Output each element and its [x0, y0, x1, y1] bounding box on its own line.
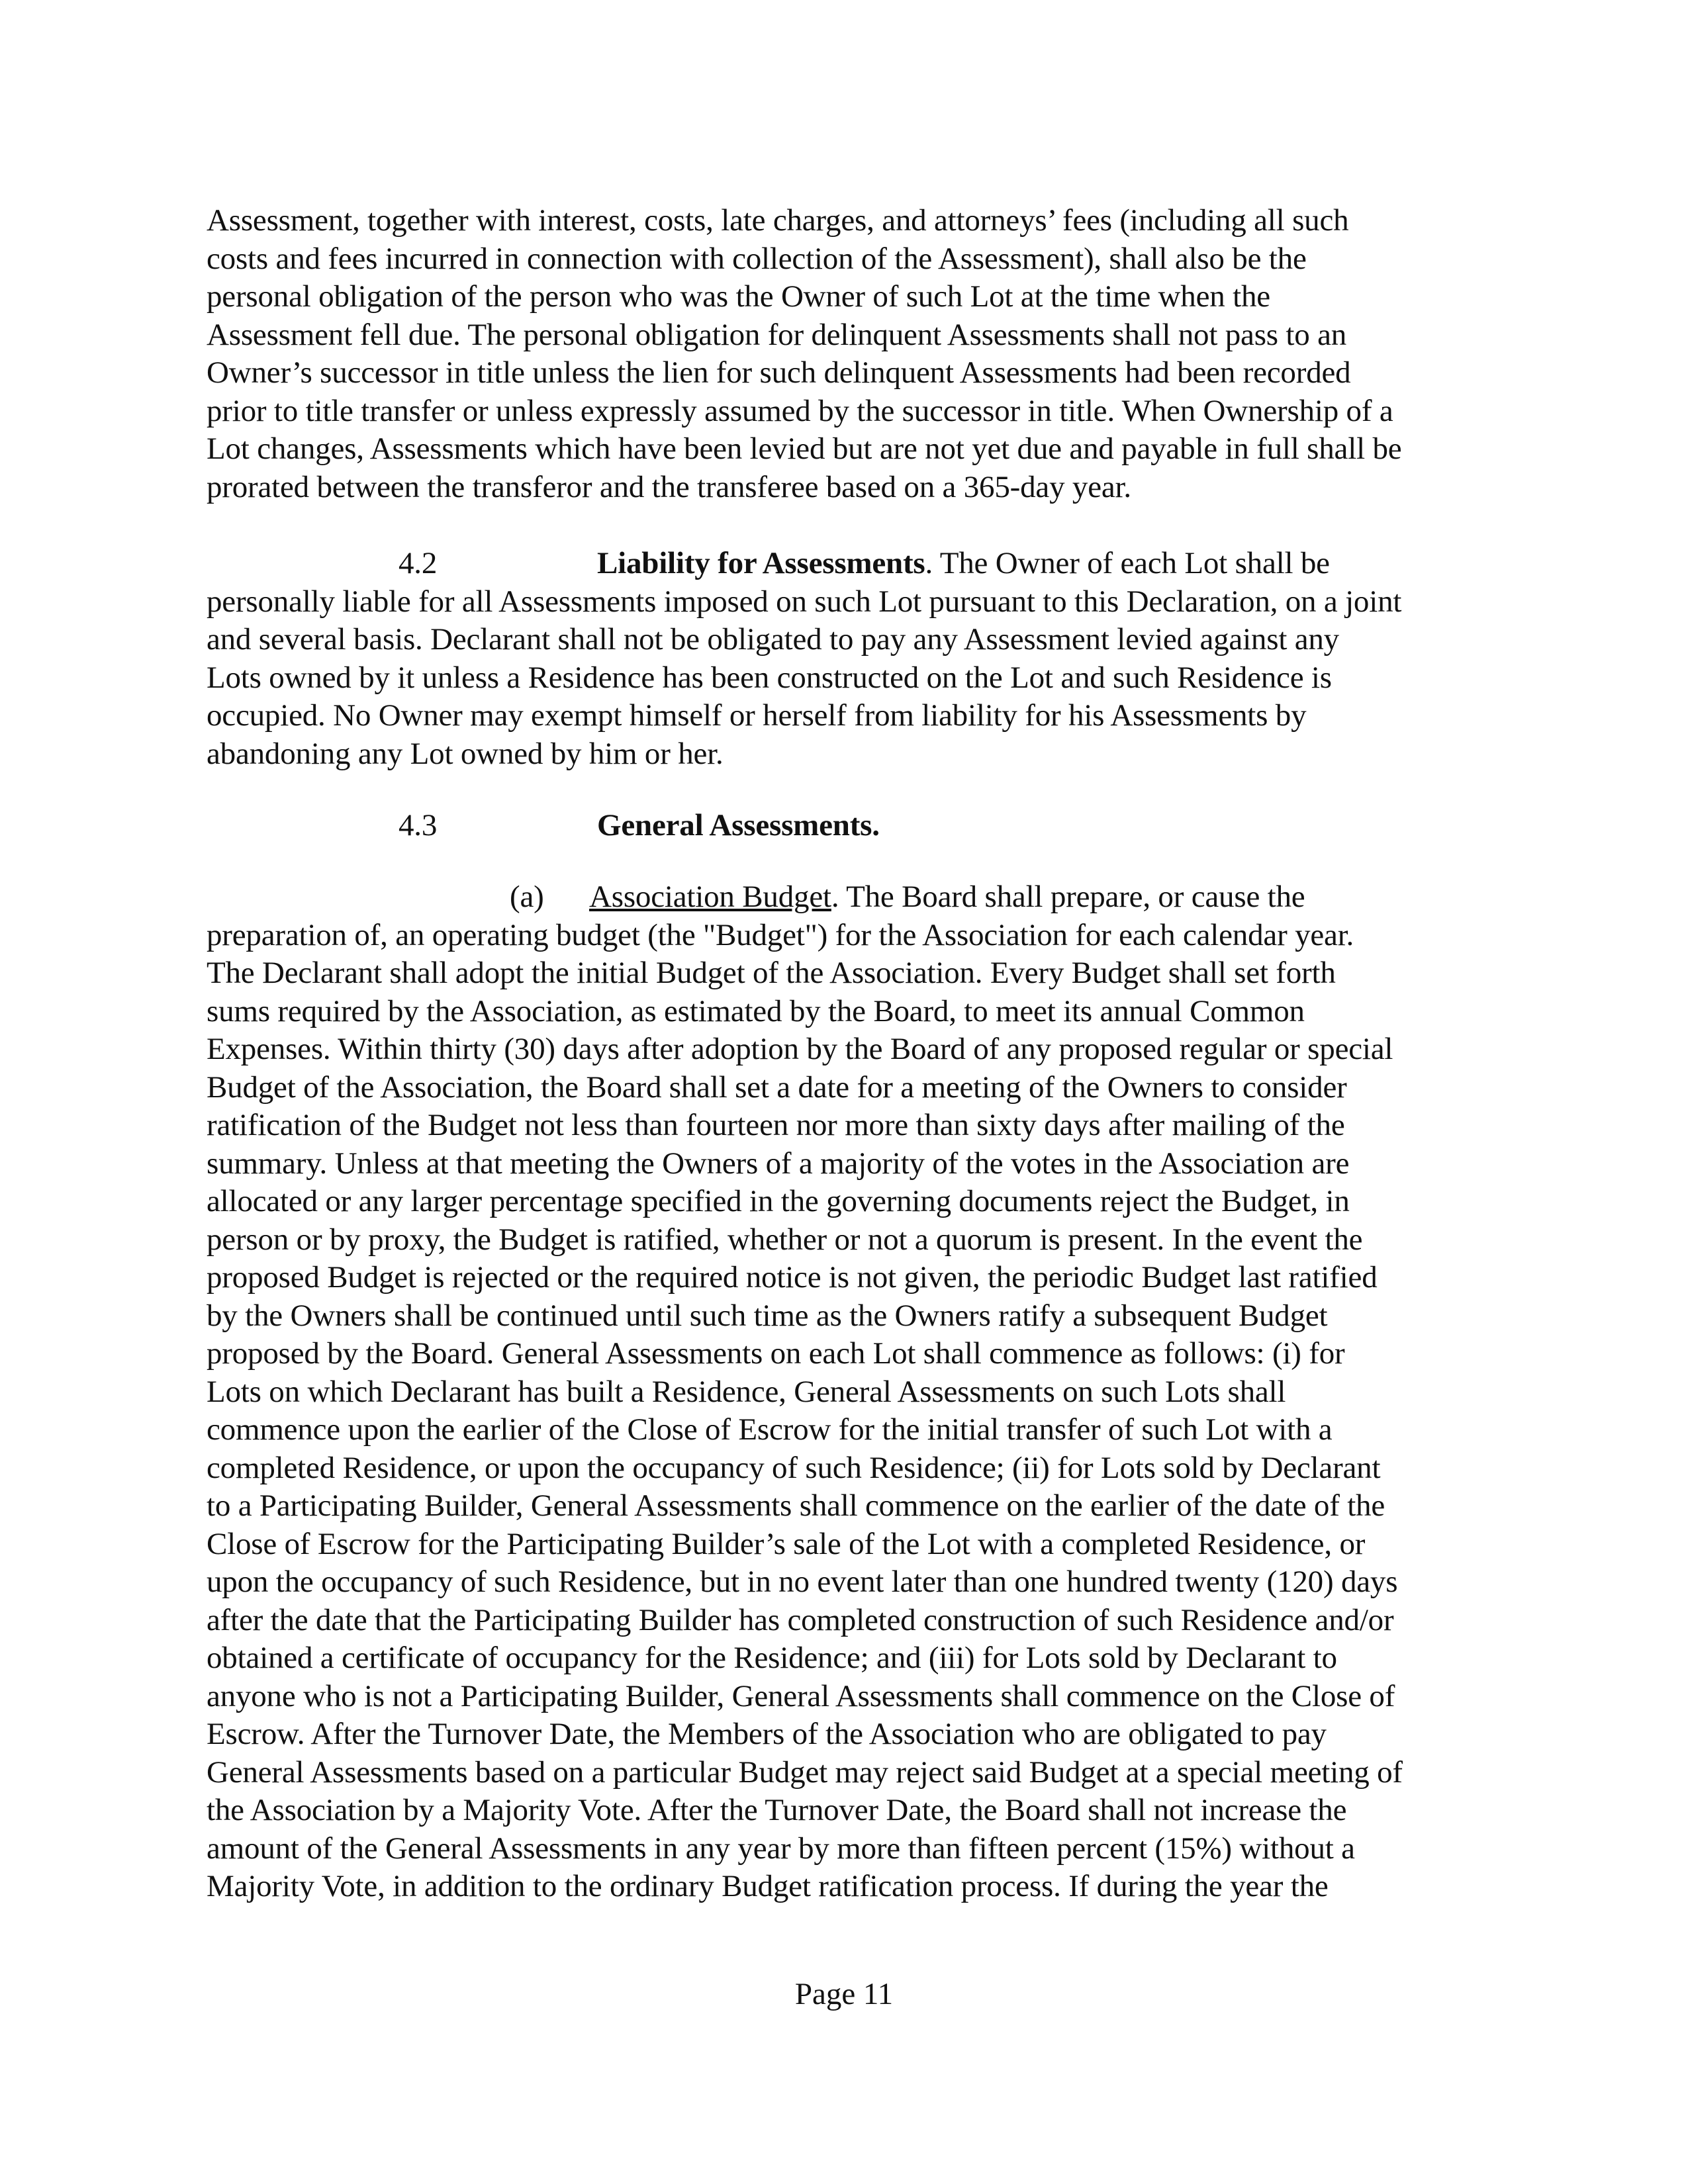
body-line: Owner’s successor in title unless the lien for such delinquent Assessments had been recorded: [207, 355, 1351, 390]
section-heading-line: [207, 807, 1497, 845]
body-line: costs and fees incurred in connection with collection of the Assessment), shall also be the: [207, 241, 1307, 276]
body-line: proposed Budget is rejected or the required notice is not given, the periodic Budget last ratified: [207, 1260, 1378, 1295]
section-heading-line: [207, 545, 1497, 583]
body-line: prior to title transfer or unless expressly assumed by the successor in title. When Ownership of a: [207, 393, 1393, 428]
body-line: after the date that the Participating Builder has completed construction of such Residence and/or: [207, 1602, 1394, 1637]
subsection-label: (a): [510, 880, 544, 914]
body-line: to a Participating Builder, General Assessments shall commence on the earlier of the date of the: [207, 1488, 1385, 1523]
page-number-footer: Page 11: [794, 1977, 894, 2011]
section-title: General Assessments.: [597, 808, 880, 842]
paragraph-assessment-continuation: [207, 202, 1497, 506]
section-heading-rest: . The Owner of each Lot shall be: [925, 546, 1330, 580]
body-line: Assessment fell due. The personal obligation for delinquent Assessments shall not pass to an: [207, 317, 1347, 352]
body-line: Close of Escrow for the Participating Builder’s sale of the Lot with a completed Residence, or: [207, 1526, 1366, 1561]
section-4-2: [207, 545, 1497, 773]
body-line: anyone who is not a Participating Builder, General Assessments shall commence on the Close of: [207, 1678, 1395, 1713]
body-line: the Association by a Majority Vote. After the Turnover Date, the Board shall not increase the: [207, 1793, 1347, 1827]
body-line: proposed by the Board. General Assessments on each Lot shall commence as follows: (i) for: [207, 1336, 1345, 1371]
body-line: preparation of, an operating budget (the "Budget") for the Association for each calendar year.: [207, 917, 1354, 952]
body-line: allocated or any larger percentage specified in the governing documents reject the Budget, in: [207, 1184, 1350, 1218]
body-line: The Declarant shall adopt the initial Budget of the Association. Every Budget shall set forth: [207, 956, 1336, 990]
body-line: commence upon the earlier of the Close of Escrow for the initial transfer of such Lot with a: [207, 1412, 1333, 1447]
body-line: abandoning any Lot owned by him or her.: [207, 736, 724, 771]
body-line: Lots owned by it unless a Residence has been constructed on the Lot and such Residence is: [207, 660, 1332, 695]
section-4-3: [207, 807, 1497, 845]
subsection-a-association-budget: [207, 878, 1497, 1906]
body-line: personally liable for all Assessments imposed on such Lot pursuant to this Declaration, on a joint: [207, 584, 1402, 619]
body-line: by the Owners shall be continued until such time as the Owners ratify a subsequent Budget: [207, 1298, 1328, 1333]
section-number: 4.2: [399, 546, 438, 580]
section-number: 4.3: [399, 808, 438, 842]
body-line: Expenses. Within thirty (30) days after adoption by the Board of any proposed regular or special: [207, 1032, 1393, 1066]
body-line: obtained a certificate of occupancy for the Residence; and (iii) for Lots sold by Declarant to: [207, 1641, 1337, 1675]
body-line: summary. Unless at that meeting the Owners of a majority of the votes in the Association are: [207, 1146, 1350, 1181]
body-line: sums required by the Association, as estimated by the Board, to meet its annual Common: [207, 993, 1305, 1028]
body-line: upon the occupancy of such Residence, but in no event later than one hundred twenty (120) days: [207, 1565, 1398, 1599]
body-line: amount of the General Assessments in any year by more than fifteen percent (15%) without a: [207, 1831, 1355, 1866]
body-line: occupied. No Owner may exempt himself or herself from liability for his Assessments by: [207, 698, 1307, 733]
body-line: General Assessments based on a particular Budget may reject said Budget at a special meeting of: [207, 1754, 1403, 1790]
body-line: and several basis. Declarant shall not be obligated to pay any Assessment levied against any: [207, 622, 1339, 657]
subsection-heading-rest: . The Board shall prepare, or cause the: [831, 880, 1305, 914]
body-line: person or by proxy, the Budget is ratified, whether or not a quorum is present. In the event the: [207, 1222, 1363, 1257]
body-line: personal obligation of the person who was the Owner of such Lot at the time when the: [207, 279, 1270, 314]
subsection-title: Association Budget: [589, 880, 831, 914]
body-line: Budget of the Association, the Board shall set a date for a meeting of the Owners to consider: [207, 1069, 1347, 1105]
body-line: Majority Vote, in addition to the ordinary Budget ratification process. If during the year the: [207, 1869, 1329, 1903]
section-title: Liability for Assessments: [597, 546, 925, 580]
body-line: Escrow. After the Turnover Date, the Members of the Association who are obligated to pay: [207, 1717, 1327, 1751]
body-line: prorated between the transferor and the transferee based on a 365-day year.: [207, 469, 1131, 504]
body-line: Lots on which Declarant has built a Residence, General Assessments on such Lots shall: [207, 1374, 1286, 1409]
body-line: Assessment, together with interest, costs, late charges, and attorneys’ fees (including all such: [207, 203, 1349, 238]
body-line: Lot changes, Assessments which have been levied but are not yet due and payable in full shall be: [207, 432, 1402, 466]
body-line: ratification of the Budget not less than fourteen nor more than sixty days after mailing of the: [207, 1108, 1345, 1142]
subsection-heading-line: [207, 878, 1497, 917]
body-line: completed Residence, or upon the occupancy of such Residence; (ii) for Lots sold by Declarant: [207, 1450, 1381, 1485]
